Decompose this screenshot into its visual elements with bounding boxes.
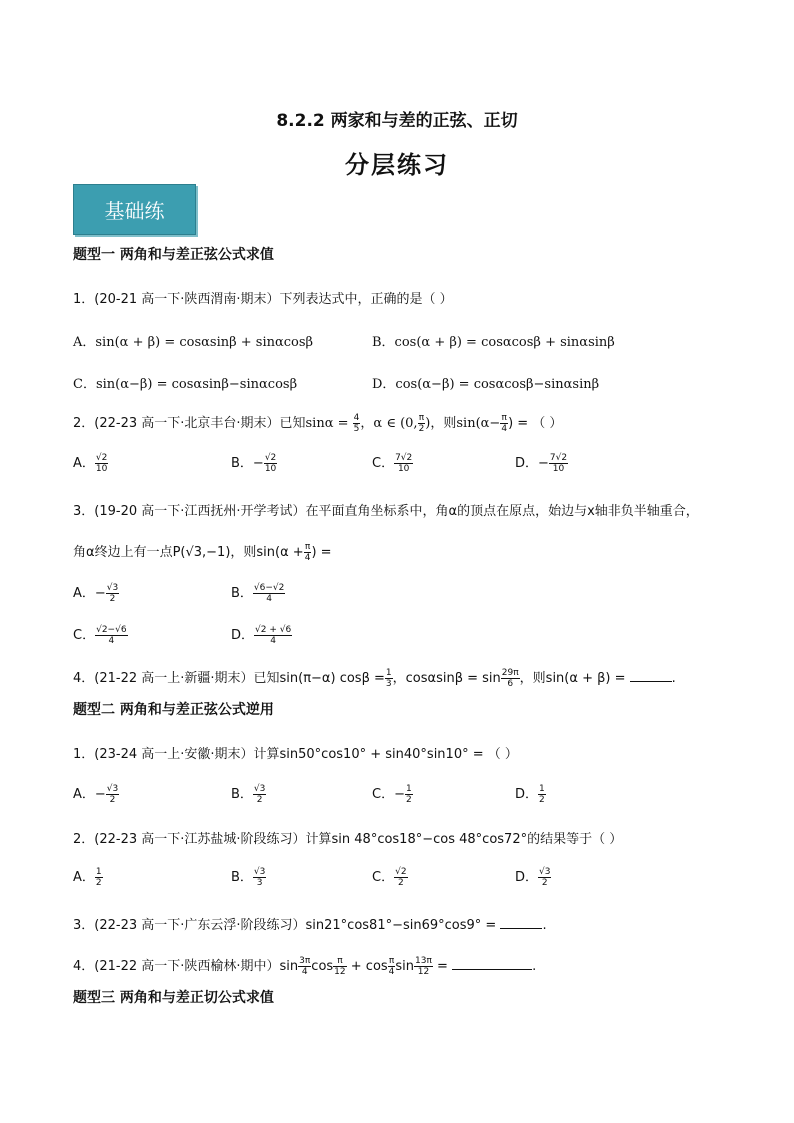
- s2-q4-stem: 4．(21-22 高一下·陕西榆林·期中）sin $\frac{3\pi}{4}$ cos $\frac{\pi}{12}$ + cos $\frac{\pi}{4}$ sin $\frac{13\pi}{12}$ = .: [73, 956, 537, 977]
- s2-q3-stem: 3．(22-23 高一下·广东云浮·阶段练习）sin21°cos81°−sin69°cos9° = .: [73, 918, 547, 933]
- s1-q3-option-a: A．− $\frac{√3}{2}$: [73, 583, 119, 604]
- section-heading-3: 题型三 两角和与差正切公式求值: [73, 990, 274, 1006]
- s1-q1-option-c: C．sin(α−β) = cosαsinβ−sinαcosβ: [73, 377, 298, 392]
- s1-q1-option-b: B．cos(α + β) = cosαcosβ + sinαsinβ: [372, 335, 615, 350]
- s1-q2-text-c: )，则sin(α−: [425, 416, 501, 431]
- s1-q1-stem: 1．(20-21 高一下·陕西渭南·期末）下列表达式中，正确的是（ ）: [73, 292, 453, 307]
- s1-q3-option-c: C． $\frac{√2-√6}{4}$: [73, 625, 127, 646]
- section-heading-2: 题型二 两角和与差正弦公式逆用: [73, 702, 274, 718]
- level-badge: 基础练: [73, 184, 196, 235]
- s2-q2-option-d: D． $\frac{√3}{2}$: [515, 867, 551, 888]
- s1-q1-option-a: A．sin(α + β) = cosαsinβ + sinαcosβ: [73, 335, 314, 350]
- s2-q3-answer-blank[interactable]: [500, 918, 542, 929]
- s2-q1-option-d: D． $\frac{1}{2}$: [515, 784, 545, 805]
- s1-q2-frac-3: $\frac{\pi}{4}$: [501, 413, 508, 434]
- document-title: 8.2.2 两家和与差的正弦、正切: [276, 111, 518, 131]
- s1-q3-line-2: 角α终边上有一点P(√3,−1)，则sin(α + $\frac{\pi}{4}$ ) =: [73, 542, 332, 563]
- s2-q2-option-c: C． $\frac{√2}{2}$: [372, 867, 407, 888]
- s1-q1-option-d: D．cos(α−β) = cosαcosβ−sinαsinβ: [372, 377, 600, 392]
- s1-q4-answer-blank[interactable]: [630, 671, 672, 682]
- s1-q2-option-d: D．− $\frac{7√2}{10}$: [515, 453, 568, 474]
- s1-q2-stem: [73, 412, 562, 434]
- s2-q2-option-b: B． $\frac{√3}{3}$: [231, 867, 266, 888]
- s2-q1-option-b: B． $\frac{√3}{2}$: [231, 784, 266, 805]
- s1-q2-option-a: A． $\frac{√2}{10}$: [73, 453, 108, 474]
- s2-q2-stem: 2．(22-23 高一下·江苏盐城·阶段练习）计算sin 48°cos18°−cos 48°cos72°的结果等于（ ）: [73, 832, 623, 847]
- s1-q3-option-b: B． $\frac{√6-√2}{4}$: [231, 583, 285, 604]
- s2-q4-answer-blank[interactable]: [452, 959, 532, 970]
- document-subtitle: 分层练习: [345, 151, 449, 179]
- s2-q1-stem: 1．(23-24 高一上·安徽·期末）计算sin50°cos10° + sin40°sin10° = （ ）: [73, 747, 518, 762]
- s1-q4-stem: 4．(21-22 高一上·新疆·期末）已知sin(π−α) cosβ = $\frac{1}{3}$ ，cosαsinβ = sin $\frac{29\pi}{6}$ ，则sin(α + β) = .: [73, 668, 676, 689]
- s2-q1-option-c: C．− $\frac{1}{2}$: [372, 784, 412, 805]
- s2-q2-option-a: A． $\frac{1}{2}$: [73, 867, 102, 888]
- s1-q3-option-d: D． $\frac{√2 + √6}{4}$: [231, 625, 292, 646]
- s1-q2-prefix: 2．(22-23 高一下·北京丰台·期末）已知: [73, 416, 306, 431]
- s1-q2-text-b: ，α ∈ (0,: [360, 416, 418, 431]
- s1-q2-option-b: B．− $\frac{√2}{10}$: [231, 453, 277, 474]
- s1-q3-line-1: 3．(19-20 高一下·江西抚州·开学考试）在平面直角坐标系中，角α的顶点在原点，始边与x轴非负半轴重合，: [73, 504, 699, 519]
- s1-q2-text-d: ) = （ ）: [508, 416, 563, 431]
- s1-q2-frac-2: $\frac{\pi}{2}$: [418, 413, 425, 434]
- s1-q2-frac-1: $\frac{4}{5}$: [353, 413, 360, 434]
- section-heading-1: 题型一 两角和与差正弦公式求值: [73, 247, 274, 263]
- s1-q2-text-a: sinα =: [305, 416, 349, 431]
- s1-q2-option-c: C． $\frac{7√2}{10}$: [372, 453, 413, 474]
- s2-q1-option-a: A．− $\frac{√3}{2}$: [73, 784, 119, 805]
